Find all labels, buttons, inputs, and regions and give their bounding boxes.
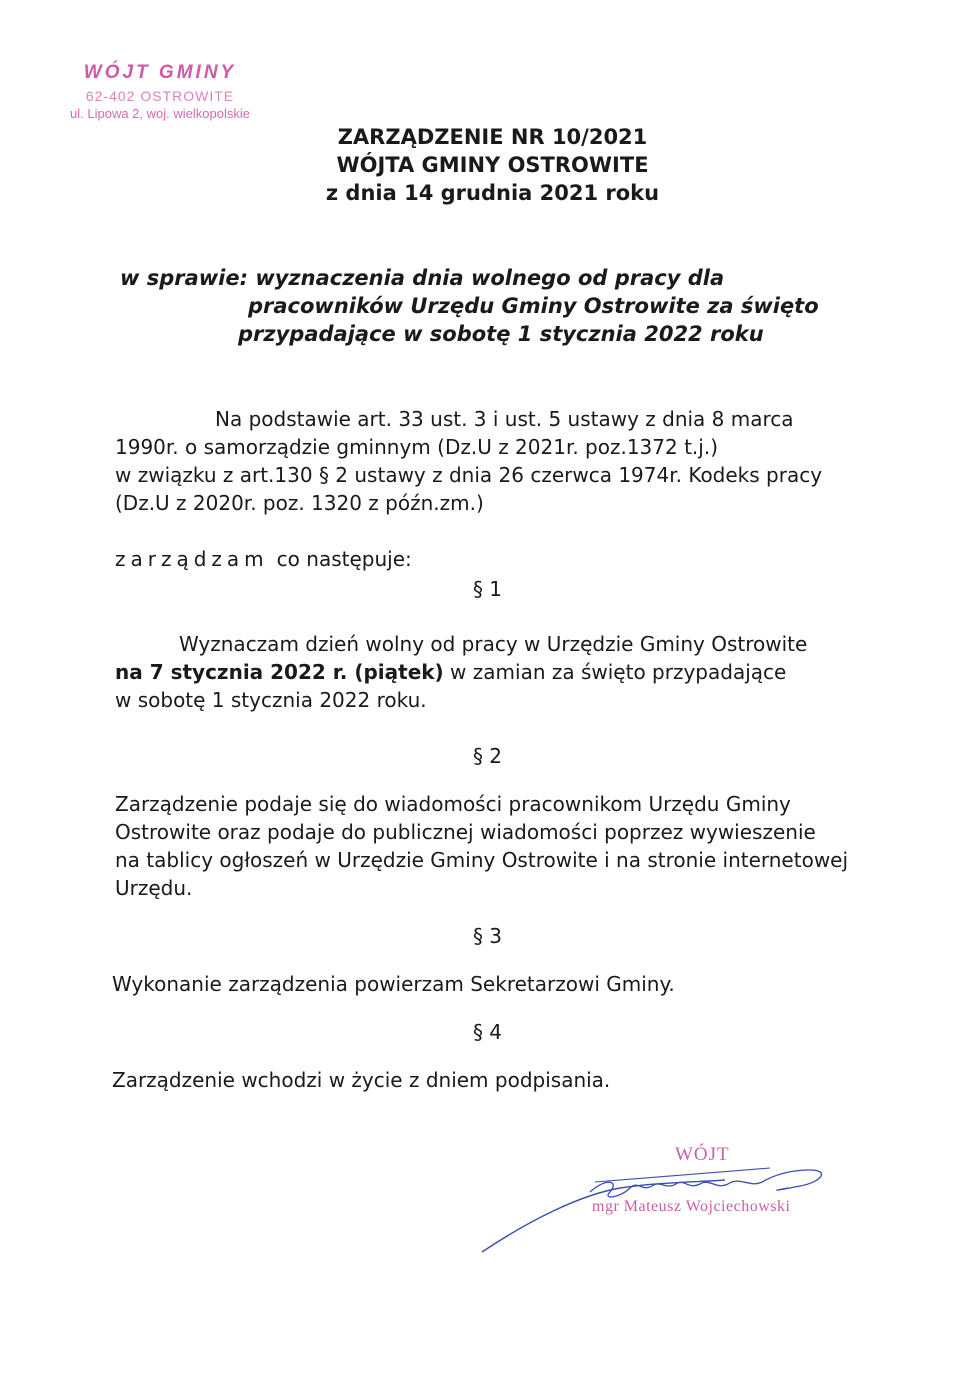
section-2-line-1: Zarządzenie podaje się do wiadomości pracownikom Urzędu Gminy [115,792,791,816]
section-4-heading: § 4 [472,1020,503,1044]
issue-date: z dnia 14 grudnia 2021 roku [325,181,660,205]
subject-line-1: w sprawie: wyznaczenia dnia wolnego od pracy dla [120,266,725,290]
section-3-text: Wykonanie zarządzenia powierzam Sekretarzowi Gminy. [112,972,675,996]
section-1-line-1: Wyznaczam dzień wolny od pracy w Urzędzie Gminy Ostrowite [179,632,808,656]
order-clause [115,545,875,573]
section-2-heading: § 2 [472,744,503,768]
legal-basis [115,405,875,517]
order-verb: zarządzam [115,547,269,571]
section-3-heading: § 3 [472,924,503,948]
signature-block [470,1140,850,1260]
section-1-text [115,630,875,714]
section-1-line-2 [115,658,875,686]
section-2-line-4: Urzędu. [115,876,193,900]
stamp-postal: 62-402 OSTROWITE [85,88,235,104]
subject-line-3: przypadające w sobotę 1 stycznia 2022 roku [238,322,764,346]
signatory-title: WÓJT [675,1144,730,1165]
section-4-text: Zarządzenie wchodzi w życie z dniem podpisania. [112,1068,611,1092]
legal-basis-line-4: (Dz.U z 2020r. poz. 1320 z późn.zm.) [115,491,484,515]
legal-basis-line-3: w związku z art.130 § 2 ustawy z dnia 26 czerwca 1974r. Kodeks pracy [115,463,823,487]
section-2-line-3: na tablicy ogłoszeń w Urzędzie Gminy Ostrowite i na stronie internetowej [115,848,849,872]
section-1-line-2-rest: w zamian za święto przypadające [443,660,787,684]
subject [120,264,880,348]
legal-basis-line-1: Na podstawie art. 33 ust. 3 i ust. 5 ustawy z dnia 8 marca [215,407,794,431]
stamp-title: WÓJT GMINY [83,62,237,83]
subject-line-2: pracowników Urzędu Gminy Ostrowite za święto [248,294,819,318]
ordinance-number: ZARZĄDZENIE NR 10/2021 [337,125,648,149]
document-header [0,123,970,207]
stamp-address: ul. Lipowa 2, woj. wielkopolskie [70,106,250,121]
order-rest: co następuje: [276,547,412,571]
section-1-heading: § 1 [472,577,503,601]
section-2-line-2: Ostrowite oraz podaje do publicznej wiadomości poprzez wywieszenie [115,820,816,844]
issuer: WÓJTA GMINY OSTROWITE [336,153,649,177]
day-off-date: na 7 stycznia 2022 r. (piątek) [115,660,444,684]
section-2-text [115,790,875,902]
signatory-name: mgr Mateusz Wojciechowski [592,1198,791,1215]
legal-basis-line-2: 1990r. o samorządzie gminnym (Dz.U z 2021r. poz.1372 t.j.) [115,435,719,459]
office-stamp [40,62,280,121]
section-1-line-3: w sobotę 1 stycznia 2022 roku. [115,688,427,712]
